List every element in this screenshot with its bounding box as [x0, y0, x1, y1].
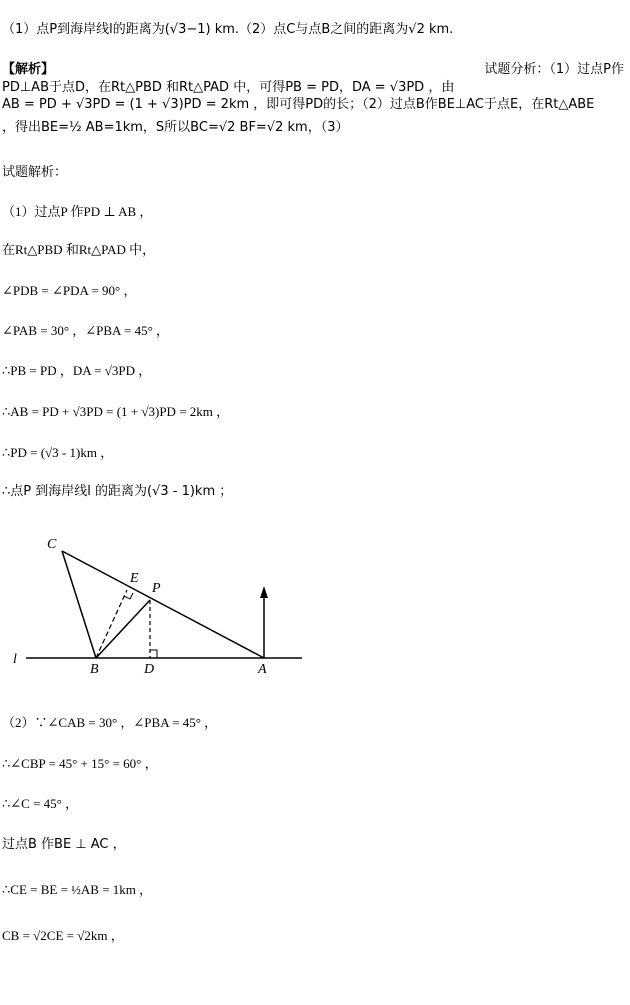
right-angle-e: [124, 593, 133, 599]
label-c: C: [47, 537, 57, 552]
right-angle-d: [150, 650, 157, 658]
segment-be-dashed: [96, 590, 127, 658]
solution-step: （2）∵∠CAB = 30° ，∠PBA = 45° ，: [2, 715, 218, 730]
analysis-line-3: AB = PD + √3PD = (1 + √3)PD = 2km ，即可得PD的长；（2）过点B作BE⊥AC于点E，在Rt△ABE: [2, 97, 595, 112]
solution-title: 试题解析：: [2, 165, 68, 180]
solution-step: CB = √2CE = √2km ，: [2, 928, 124, 943]
analysis-intro: 试题分析：（1）过点P作: [484, 62, 624, 77]
analysis-line-4: ，得出BE=½ AB=1km，S所以BC=√2 BF=√2 km，（3）: [2, 120, 349, 135]
geometry-figure: [0, 528, 320, 688]
solution-conclusion: ∴点P 到海岸线l 的距离为(√3 - 1)km ；: [2, 484, 233, 499]
solution-step: ∴CE = BE = ½AB = 1km ，: [2, 882, 153, 897]
solution-step: 在Rt△PBD 和Rt△PAD 中，: [2, 242, 156, 257]
solution-step: ∠PAB = 30° ，∠PBA = 45° ，: [2, 323, 170, 338]
label-p: P: [152, 581, 161, 596]
answer-line: （1）点P到海岸线l的距离为(√3−1) km.（2）点C与点B之间的距离为√2 km.: [2, 22, 454, 37]
label-b: B: [90, 662, 99, 677]
analysis-line-2: PD⊥AB于点D，在Rt△PBD 和Rt△PAD 中，可得PB = PD，DA = √3PD ，由: [2, 80, 455, 95]
solution-step: ∴∠CBP = 45° + 15° = 60° ，: [2, 756, 158, 771]
segment-ca: [62, 551, 264, 658]
label-e: E: [130, 571, 139, 586]
north-arrow-head: [260, 586, 268, 598]
solution-step: ∴∠C = 45° ，: [2, 796, 79, 811]
solution-step: ∴AB = PD + √3PD = (1 + √3)PD = 2km ，: [2, 404, 230, 419]
segment-bp: [96, 600, 150, 658]
label-d: D: [144, 662, 155, 677]
solution-step: （1）过点P 作PD ⊥ AB ，: [2, 204, 153, 219]
label-l: l: [13, 652, 17, 667]
solution-step: ∠PDB = ∠PDA = 90° ，: [2, 283, 137, 298]
analysis-header: 【解析】: [2, 62, 55, 77]
solution-step: ∴PD = (√3 - 1)km ，: [2, 445, 114, 460]
solution-step: ∴PB = PD ，DA = √3PD ，: [2, 363, 152, 378]
label-a: A: [258, 662, 267, 677]
solution-step: 过点B 作BE ⊥ AC ，: [2, 837, 126, 852]
